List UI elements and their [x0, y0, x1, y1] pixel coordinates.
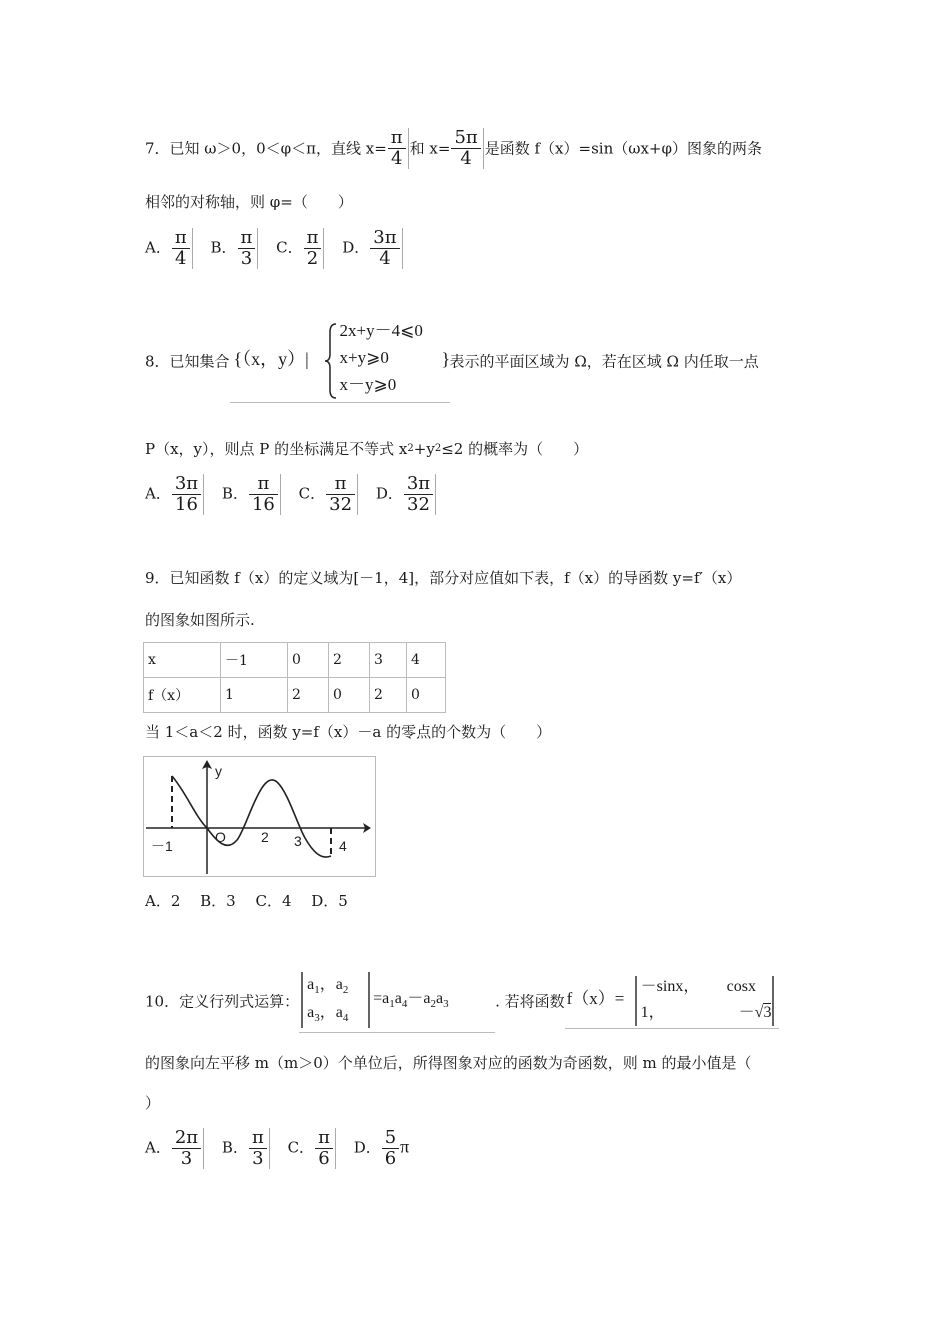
q7-option-a[interactable]: A． $\frac{\pi}{4}$ [145, 228, 194, 269]
q7-option-b[interactable]: B． $\frac{\pi}{3}$ [210, 228, 259, 269]
q8-option-c[interactable]: C． $\frac{\pi}{32}$ [299, 474, 359, 515]
origin-label: O [215, 829, 226, 845]
q8-option-a[interactable]: A． $\frac{3\pi}{16}$ [145, 474, 205, 515]
q7-stem-line-2: 相邻的对称轴，则 φ=（ ） [145, 193, 353, 211]
q10-option-a[interactable]: A． $\frac{2\pi}{3}$ [145, 1128, 205, 1169]
q10-option-b[interactable]: B． $\frac{\pi}{3}$ [222, 1128, 271, 1169]
q9-stem-line-3: 当 1＜a＜2 时，函数 y=f（x）－a 的零点的个数为（ ） [145, 723, 552, 741]
q7-option-d[interactable]: D． $\frac{3\pi}{4}$ [342, 228, 403, 269]
q9-options: A．2 B．3 C．4 D．5 [145, 892, 348, 910]
table-row: f（x） 1 2 0 2 0 [144, 678, 446, 713]
q8-option-d[interactable]: D． $\frac{3\pi}{32}$ [376, 474, 437, 515]
q8-option-b[interactable]: B． $\frac{\pi}{16}$ [222, 474, 282, 515]
fraction-5pi-over-4: $\frac{5\pi}{4}$ [451, 128, 483, 169]
q10-option-c[interactable]: C． $\frac{\pi}{6}$ [288, 1128, 337, 1169]
q10-stem-line-3: ） [145, 1094, 161, 1112]
value-table [143, 642, 446, 713]
determinant-definition: $a_1$，$a_2$ $a_3$，$a_4$ $=a_1a_4-a_2a_3$ [299, 970, 495, 1033]
q10-option-d[interactable]: D． $\frac{5}{6}$ π [353, 1127, 410, 1169]
q10-stem-line-1: 10．定义行列式运算： $a_1$，$a_2$ $a_3$，$a_4$ $=a_1a_4-a_2a_3$ . 若将函数 f（x）= －sinx， cosx 1， －√3 [145, 970, 779, 1033]
q7-options [145, 228, 416, 269]
table-row: x －1 0 2 3 4 [144, 643, 446, 678]
q8-stem-line-2: P（x，y），则点 P 的坐标满足不等式 x2+y2≤2 的概率为（ ） [145, 440, 589, 458]
q8-stem-line-1: 8．已知集合 {（x，y）| 2x+y－4⩽0 x+y⩾0 x－y⩾0 } 表示的平面区域为 Ω，若在区域 Ω 内任取一点 [145, 320, 759, 403]
function-determinant: f（x）= －sinx， cosx 1， －√3 [565, 974, 779, 1029]
q7-option-c[interactable]: C． $\frac{\pi}{2}$ [276, 228, 325, 269]
y-axis-label: y [215, 763, 222, 779]
q8-options [145, 474, 449, 515]
q9-stem-line-2: 的图象如图所示. [145, 611, 255, 629]
graph-frame [144, 757, 376, 877]
tick-label-2: 2 [261, 829, 269, 845]
q7-stem-line-1: 7．已知 ω＞0，0＜φ＜π，直线 x= $\frac{\pi}{4}$ 和 x= $\frac{5\pi}{4}$ 是函数 f（x）=sin（ωx+φ）图象的两条 [145, 127, 763, 169]
fraction-pi-over-4: $\frac{\pi}{4}$ [388, 128, 409, 169]
q10-options [145, 1128, 421, 1169]
left-brace-icon [324, 322, 338, 400]
derivative-graph [143, 756, 377, 878]
q9-stem-line-1: 9．已知函数 f（x）的定义域为[－1，4]，部分对应值如下表，f（x）的导函数 y=f′（x） [145, 569, 742, 587]
set-builder-expression: {（x，y）| 2x+y－4⩽0 x+y⩾0 x－y⩾0 } [230, 320, 450, 403]
q10-stem-line-2: 的图象向左平移 m（m＞0）个单位后，所得图象对应的函数为奇函数，则 m 的最小值是（ [145, 1054, 752, 1072]
tick-label-4: 4 [339, 838, 347, 854]
tick-label-3: 3 [294, 833, 302, 849]
tick-label-minus-1: －1 [151, 838, 173, 854]
